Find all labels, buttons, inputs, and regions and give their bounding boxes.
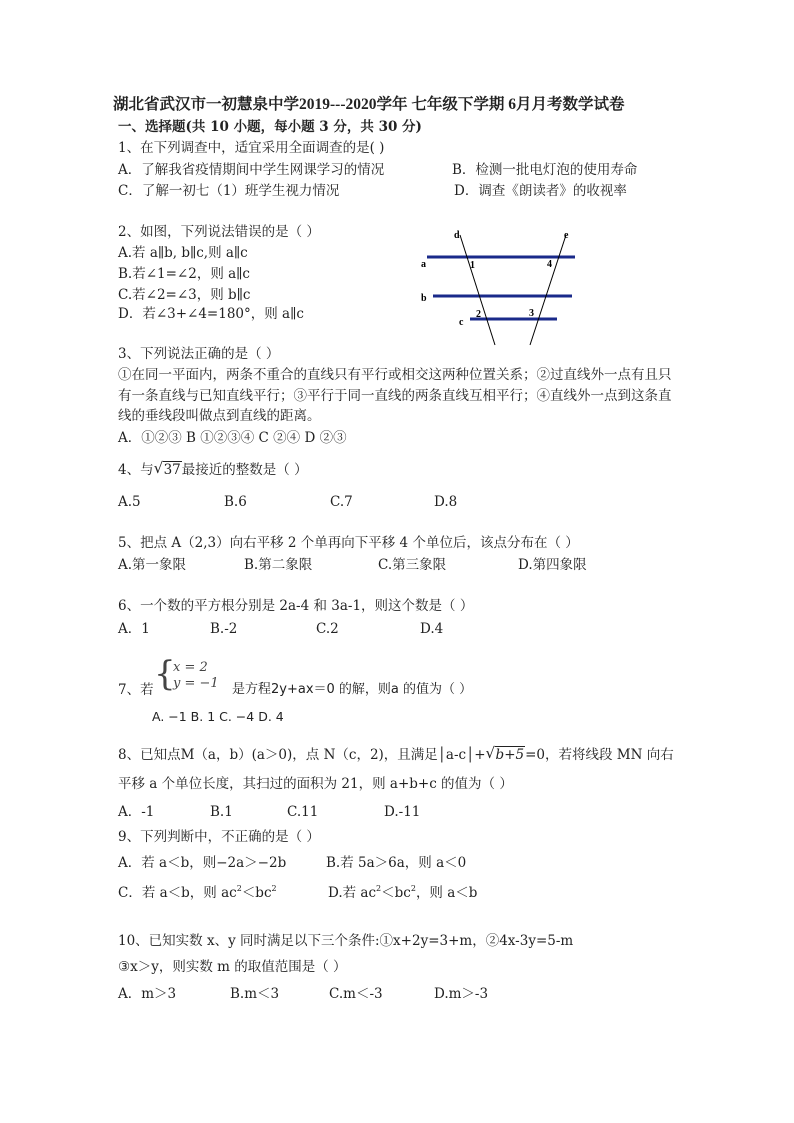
q2-option-c: C.若∠2=∠3，则 b∥c (118, 287, 251, 303)
q6-option-b: B.-2 (210, 621, 238, 637)
q9-option-c: C．若 a＜b，则 $ac^2<bc^2$ (118, 884, 277, 901)
q6-option-a: A．1 (118, 621, 150, 637)
q1-option-d: D．调查《朗读者》的收视率 (454, 183, 627, 199)
q7-system-eq2: y = −1 (173, 676, 219, 691)
parallel-lines-figure (415, 225, 585, 350)
q4-stem (118, 461, 308, 479)
label-e: e (564, 230, 569, 241)
q6-option-d: D.4 (420, 621, 444, 637)
angle-4: 4 (547, 259, 552, 270)
q8-stem-line-2: 平移 a 个单位长度，其扫过的面积为 21，则 a+b+c 的值为（ ） (118, 776, 513, 792)
q10-stem-line-2: ③x＞y，则实数 m 的取值范围是（ ） (118, 959, 347, 975)
q2-option-b: B.若∠1=∠2，则 a∥c (118, 266, 250, 282)
q5-stem: 5、把点 A（2,3）向右平移 2 个单再向下平移 4 个单位后，该点分布在（ ） (118, 535, 579, 551)
q9-stem: 9、下列判断中，不正确的是（ ） (118, 829, 320, 845)
angle-2: 2 (476, 309, 481, 320)
q3-options: A．①②③ B ①②③④ C ②④ D ②③ (118, 430, 347, 446)
angle-1: 1 (470, 260, 475, 271)
q5-option-d: D.第四象限 (518, 557, 587, 573)
q3-line-3: 线的垂线段叫做点到直线的距离。 (118, 408, 321, 424)
exam-title: 湖北省武汉市一初慧泉中学2019---2020学年 七年级下学期 6月月考数学试卷 (113, 96, 625, 113)
q7-prefix: 7、若 (118, 682, 154, 698)
label-a: a (421, 259, 426, 270)
q8-post: =0，若将线段 MN 向右 (525, 747, 674, 763)
q5-option-a: A.第一象限 (118, 557, 187, 573)
label-c: c (459, 317, 464, 328)
q10-option-d: D.m＞-3 (434, 986, 489, 1002)
line-d (460, 235, 495, 345)
q7-stem: 是方程2y+ax＝0 的解，则a 的值为（ ） (232, 682, 473, 697)
q3-stem: 3、下列说法正确的是（ ） (118, 346, 280, 362)
q10-option-c: C.m＜-3 (329, 986, 383, 1002)
q1-option-c: C．了解一初七（1）班学生视力情况 (118, 183, 340, 199)
q7-brace: { (154, 654, 176, 694)
q8-radicand: b+5 (495, 747, 525, 763)
q3-line-2: 有一条直线与已知直线平行；③平行于同一直线的两条直线互相平行；④直线外一点到这条直 (118, 388, 672, 404)
q4-radicand: 37 (163, 462, 181, 478)
q8-sqrt: √ b+5 (485, 744, 525, 763)
q8-pre: 8、已知点M（a，b）(a＞0)，点 N（c，2)，且满足│a-c│+ (118, 747, 486, 763)
label-d: d (454, 230, 460, 241)
angle-3: 3 (529, 308, 534, 319)
q6-option-c: C.2 (316, 621, 339, 637)
q7-options: A. −1 B. 1 C. −4 D. 4 (152, 709, 284, 724)
section-heading: 一、选择题(共 10 小题，每小题 3 分，共 30 分) (118, 119, 422, 135)
q8-option-d: D.-11 (384, 804, 421, 820)
q4-stem-post: 最接近的整数是（ ） (181, 462, 308, 478)
q1-option-b: B．检测一批电灯泡的使用寿命 (452, 162, 638, 178)
q4-option-a: A.5 (118, 494, 141, 510)
q8-option-b: B.1 (210, 804, 233, 820)
q7-system-eq1: x = 2 (173, 660, 208, 675)
q9-option-a: A．若 a＜b，则−2a＞−2b (118, 855, 287, 871)
label-b: b (421, 293, 427, 304)
q4-option-b: B.6 (224, 494, 247, 510)
q10-stem: 10、已知实数 x、y 同时满足以下三个条件:①x+2y=3+m，②4x-3y=5-m (118, 933, 574, 949)
q8-option-c: C.11 (287, 804, 319, 820)
q2-option-d: D．若∠3+∠4=180°，则 a∥c (118, 306, 304, 322)
q2-option-a: A.若 a∥b, b∥c,则 a∥c (118, 245, 248, 261)
q8-stem-line-1 (118, 746, 674, 764)
q3-line-1: ①在同一平面内，两条不重合的直线只有平行或相交这两种位置关系；②过直线外一点有且只 (118, 367, 672, 383)
q6-stem: 6、一个数的平方根分别是 2a-4 和 3a-1，则这个数是（ ） (118, 598, 474, 614)
q4-option-d: D.8 (434, 494, 458, 510)
q4-stem-pre: 4、与 (118, 462, 154, 478)
q10-option-b: B.m＜3 (230, 986, 280, 1002)
q4-sqrt: √ 37 (153, 459, 181, 478)
q2-stem: 2、如图，下列说法错误的是（ ） (118, 224, 320, 240)
q8-option-a: A．-1 (118, 804, 155, 820)
q1-option-a: A．了解我省疫情期间中学生网课学习的情况 (118, 162, 385, 178)
q5-option-c: C.第三象限 (378, 557, 447, 573)
q9-option-d: D.若 $ac^2<bc^2$，则 a＜b (328, 884, 478, 901)
q1-stem: 1、在下列调查中，适宜采用全面调查的是( ) (118, 140, 385, 156)
line-e (530, 235, 566, 345)
q9-option-b: B.若 5a＞6a，则 a＜0 (326, 855, 467, 871)
q4-option-c: C.7 (330, 494, 353, 510)
q5-option-b: B.第二象限 (244, 557, 313, 573)
q10-option-a: A．m＞3 (118, 986, 177, 1002)
